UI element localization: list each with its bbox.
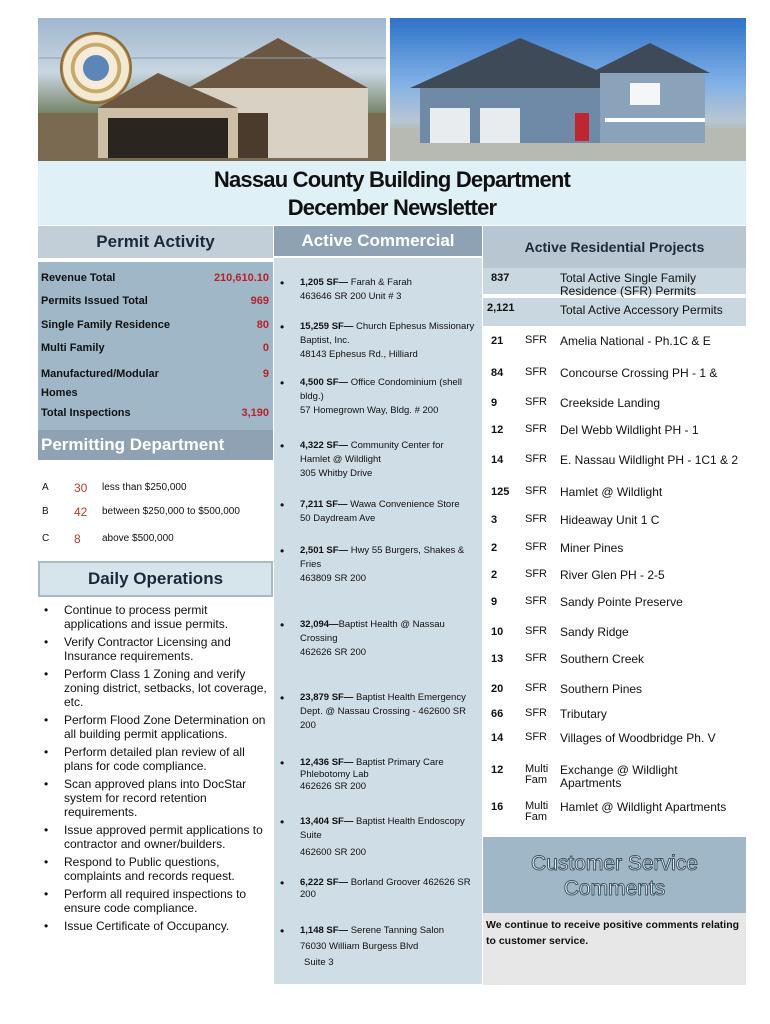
permitting-department-heading: Permitting Department	[38, 430, 273, 460]
valuation-letter: C	[42, 533, 50, 544]
list-item: • Issue Certificate of Occupancy.	[40, 919, 268, 933]
commercial-size: 32,094—	[300, 619, 339, 630]
permit-row-value: 0	[262, 342, 269, 354]
res-type: SFR	[525, 423, 547, 435]
res-type: SFR	[525, 731, 547, 743]
permit-row	[41, 365, 271, 403]
permit-row	[41, 319, 271, 331]
valuation-count: 8	[74, 532, 81, 546]
customer-service-heading	[483, 837, 746, 913]
valuation-letter: B	[42, 506, 49, 517]
res-type: SFR	[525, 652, 547, 664]
commercial-size: 13,404 SF—	[300, 816, 354, 827]
res-name: Del Webb Wildlight PH - 1	[560, 423, 699, 437]
active-commercial-list	[274, 258, 482, 984]
commercial-size: 2,501 SF—	[300, 545, 349, 556]
res-count: 837	[491, 272, 510, 284]
commercial-size: 7,211 SF—	[300, 499, 348, 510]
list-item: • Perform detailed plan review of all plans for code compliance.	[40, 745, 268, 773]
commercial-address: 57 Homegrown Way, Bldg. # 200	[300, 405, 439, 416]
active-residential-table	[483, 268, 746, 836]
commercial-item	[278, 691, 476, 733]
active-commercial-heading: Active Commercial	[274, 226, 482, 256]
valuation-letter: A	[42, 482, 49, 493]
commercial-item	[278, 439, 476, 481]
res-name: Hamlet @ Wildlight Apartments	[560, 800, 727, 814]
res-name: Concourse Crossing PH - 1 &	[560, 366, 718, 380]
commercial-address: 50 Daydream Ave	[300, 513, 376, 524]
res-count: 66	[491, 708, 504, 720]
commercial-item	[278, 923, 476, 971]
house-illustration	[390, 18, 746, 161]
list-item: • Issue approved permit applications to contractor and owner/builders.	[40, 823, 268, 851]
res-name: River Glen PH - 2-5	[560, 568, 665, 582]
permit-row-label: Manufactured/Modular Homes	[41, 368, 159, 399]
valuation-count: 42	[74, 505, 88, 519]
permit-row-label: Single Family Residence	[41, 319, 170, 331]
res-type: SFR	[525, 707, 547, 719]
permit-row	[41, 272, 271, 284]
permit-row-value: 210,610.10	[213, 272, 269, 284]
commercial-item	[278, 376, 476, 418]
commercial-size: 23,879 SF—	[300, 692, 354, 703]
res-name: Villages of Woodbridge Ph. V	[560, 731, 716, 745]
newsletter-subtitle: December Newsletter	[287, 195, 497, 220]
res-count: 20	[491, 683, 504, 695]
res-count: 3	[491, 514, 498, 526]
res-type: SFR	[525, 513, 547, 525]
permit-row-label: Revenue Total	[41, 272, 116, 284]
res-count: 2,121	[487, 302, 515, 314]
commercial-address: 463809 SR 200	[300, 573, 367, 584]
commercial-item	[278, 320, 476, 362]
permit-row	[41, 407, 271, 419]
permit-activity-table	[38, 262, 273, 430]
commercial-name: Wawa Convenience Store	[350, 499, 460, 510]
res-count: 16	[491, 801, 504, 813]
res-name: Total Active Accessory Permits	[560, 303, 723, 317]
list-item: • Perform Class 1 Zoning and verify zoning district, setbacks, lot coverage, etc.	[40, 667, 268, 709]
res-type: SFR	[525, 453, 547, 465]
nassau-county-seal-icon	[60, 32, 132, 104]
valuation-desc: above $500,000	[102, 533, 174, 544]
permit-row	[41, 342, 271, 354]
commercial-address: 462626 SR 200	[300, 647, 367, 658]
active-residential-heading: Active Residential Projects	[483, 226, 746, 268]
res-type: SFR	[525, 485, 547, 497]
res-name: Southern Creek	[560, 652, 645, 666]
valuation-count: 30	[74, 481, 88, 495]
commercial-size: 12,436 SF—	[300, 757, 354, 768]
commercial-address-line2: Suite 3	[304, 957, 334, 968]
commercial-address: 305 Whitby Drive	[300, 468, 373, 479]
res-count: 9	[491, 596, 498, 608]
res-type: SFR	[525, 541, 547, 553]
permit-row-value: 9	[262, 368, 269, 380]
valuation-desc: less than $250,000	[102, 482, 187, 493]
commercial-address: 76030 William Burgess Blvd	[300, 941, 419, 952]
commercial-name: Baptist Health @ Nassau Crossing	[300, 619, 445, 644]
commercial-name: Hwy 55 Burgers, Shakes & Fries	[300, 545, 465, 570]
res-name: Total Active Single Family Residence (SFR) Permits	[560, 271, 697, 298]
res-type: SFR	[525, 625, 547, 637]
permit-row-value: 80	[256, 319, 269, 331]
list-item: • Continue to process permit applications and issue permits.	[40, 603, 268, 631]
commercial-item	[278, 498, 476, 526]
res-name: Tributary	[560, 707, 607, 721]
commercial-item	[278, 544, 476, 586]
commercial-name: Baptist Primary Care Phlebotomy Lab	[300, 757, 444, 780]
commercial-name: Baptist Health Emergency Dept. @ Nassau Crossing - 462600 SR 200	[300, 692, 466, 731]
res-count: 12	[491, 764, 504, 776]
commercial-address: 462626 SR 200	[300, 781, 367, 792]
table-row	[483, 298, 746, 326]
commercial-item	[278, 276, 476, 304]
commercial-item	[278, 618, 476, 660]
construction-photo	[38, 18, 386, 161]
customer-service-comments: We continue to receive positive comments relating to customer service.	[483, 913, 746, 985]
res-name: Sandy Pointe Preserve	[560, 595, 683, 609]
list-item: • Perform Flood Zone Determination on all building permit applications.	[40, 713, 268, 741]
permit-row	[41, 295, 271, 307]
res-count: 10	[491, 626, 504, 638]
commercial-size: 15,259 SF—	[300, 321, 354, 332]
res-count: 14	[491, 732, 504, 744]
res-name: Creekside Landing	[560, 396, 661, 410]
commercial-size: 1,205 SF—	[300, 277, 349, 288]
commercial-size: 6,222 SF—	[300, 877, 349, 888]
commercial-address: 463646 SR 200 Unit # 3	[300, 291, 402, 302]
list-item: • Verify Contractor Licensing and Insurance requirements.	[40, 635, 268, 663]
commercial-name: Community Center for Hamlet @ Wildlight	[300, 440, 444, 465]
res-type: SFR	[525, 396, 547, 408]
res-count: 14	[491, 454, 504, 466]
res-name: Southern Pines	[560, 682, 643, 696]
res-count: 2	[491, 542, 498, 554]
commercial-name: Borland Groover 462626 SR 200	[300, 877, 471, 900]
table-row	[483, 268, 746, 298]
valuation-desc: between $250,000 to $500,000	[102, 506, 240, 517]
res-type: Multi Fam	[525, 800, 549, 823]
commercial-item	[278, 877, 476, 901]
res-name: Sandy Ridge	[560, 625, 629, 639]
commercial-name: Church Ephesus Missionary Baptist, Inc.	[300, 321, 475, 346]
daily-operations-heading: Daily Operations	[38, 561, 273, 597]
commercial-size: 4,322 SF—	[300, 440, 349, 451]
newsletter-title-band	[38, 161, 746, 225]
res-count: 125	[491, 486, 510, 498]
permit-row-value: 3,190	[241, 407, 269, 419]
res-name: Exchange @ Wildlight Apartments	[560, 763, 678, 790]
customer-service-heading-line1: Customer Service	[531, 852, 698, 875]
commercial-address: 48143 Ephesus Rd., Hilliard	[300, 349, 418, 360]
permit-row-label: Multi Family	[41, 342, 105, 354]
commercial-address: 462600 SR 200	[300, 847, 367, 858]
list-item: • Scan approved plans into DocStar system for record retention requirements.	[40, 777, 268, 819]
res-type: SFR	[525, 682, 547, 694]
res-name: Miner Pines	[560, 541, 624, 555]
commercial-item	[278, 815, 476, 860]
res-count: 9	[491, 397, 498, 409]
daily-operations-list	[40, 603, 268, 937]
res-count: 12	[491, 424, 504, 436]
res-count: 2	[491, 569, 498, 581]
commercial-name: Serene Tanning Salon	[350, 925, 445, 936]
finished-house-photo	[390, 18, 746, 161]
newsletter-title: Nassau County Building Department	[213, 167, 571, 192]
permit-row-label: Permits Issued Total	[41, 295, 148, 307]
res-count: 84	[491, 367, 504, 379]
res-name: E. Nassau Wildlight PH - 1C1 & 2	[560, 453, 739, 467]
commercial-item	[278, 757, 476, 793]
res-count: 13	[491, 653, 504, 665]
res-name: Hideaway Unit 1 C	[560, 513, 660, 527]
permit-row-label: Total Inspections	[41, 407, 131, 419]
list-item: • Respond to Public questions, complaints and records request.	[40, 855, 268, 883]
list-item: • Perform all required inspections to ensure code compliance.	[40, 887, 268, 915]
res-count: 21	[491, 335, 504, 347]
res-name: Amelia National - Ph.1C & E	[560, 334, 711, 348]
commercial-size: 4,500 SF—	[300, 377, 349, 388]
customer-service-heading-line2: Comments	[563, 877, 666, 900]
permit-activity-heading: Permit Activity	[38, 226, 273, 258]
commercial-size: 1,148 SF—	[300, 925, 349, 936]
res-type: SFR	[525, 568, 547, 580]
res-type: Multi Fam	[525, 763, 549, 786]
res-type: SFR	[525, 334, 547, 346]
commercial-name: Office Condominium (shell bldg.)	[300, 377, 462, 402]
permit-row-value: 969	[250, 295, 269, 307]
res-type: SFR	[525, 595, 547, 607]
res-type: SFR	[525, 366, 547, 378]
res-name: Hamlet @ Wildlight	[560, 485, 663, 499]
commercial-name: Farah & Farah	[350, 277, 412, 288]
commercial-name: Baptist Health Endoscopy Suite	[300, 816, 465, 841]
